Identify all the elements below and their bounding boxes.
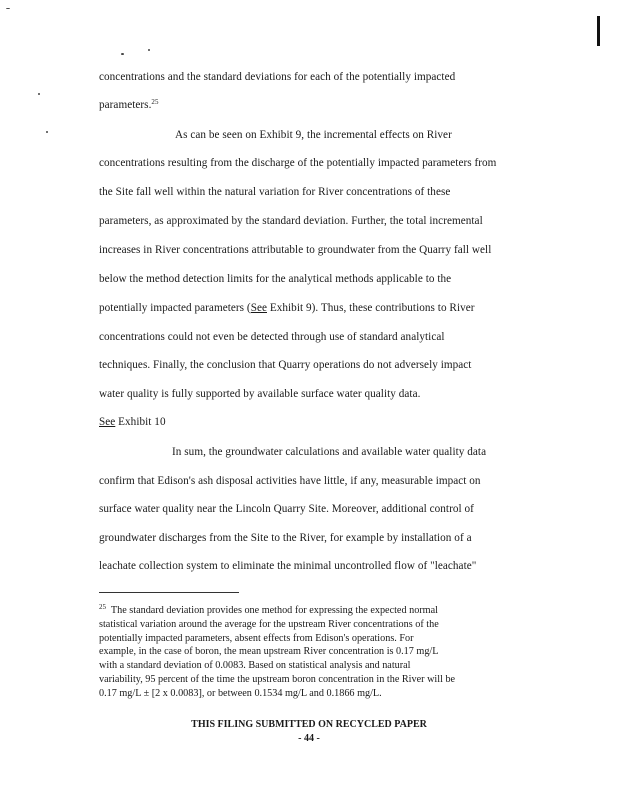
see-signal: See bbox=[250, 302, 267, 314]
body-line bbox=[99, 388, 539, 401]
text-run: Exhibit 9). Thus, these contributions to River bbox=[267, 302, 475, 314]
text-run: As can be seen on Exhibit 9, the incremental effects on River bbox=[175, 129, 452, 141]
body-line bbox=[99, 331, 539, 344]
scan-speck bbox=[121, 53, 124, 55]
text-run: Exhibit 10 bbox=[115, 416, 166, 428]
footnote-line: variability, 95 percent of the time the upstream boron concentration in the River will be bbox=[99, 673, 456, 685]
body-line bbox=[175, 129, 535, 142]
text-run: concentrations and the standard deviations for each of the potentially impacted bbox=[99, 71, 456, 83]
footnote-line bbox=[99, 604, 539, 618]
text-run: techniques. Finally, the conclusion that Quarry operations do not adversely impact bbox=[99, 359, 472, 371]
body-line bbox=[99, 302, 539, 315]
footnote-reference: 25 bbox=[151, 98, 159, 106]
text-run: parameters, as approximated by the standard deviation. Further, the total incremental bbox=[99, 215, 483, 227]
body-line bbox=[99, 532, 539, 545]
body-line bbox=[99, 416, 539, 429]
text-run: the Site fall well within the natural variation for River concentrations of these bbox=[99, 186, 451, 198]
footnote-line: potentially impacted parameters, absent effects from Edison's operations. For bbox=[99, 632, 414, 644]
footnote-line: statistical variation around the average for the upstream River concentrations of the bbox=[99, 618, 439, 630]
scan-speck bbox=[38, 93, 40, 95]
body-line bbox=[99, 475, 539, 488]
footnote-separator bbox=[99, 592, 239, 593]
footnote-line: example, in the case of boron, the mean upstream River concentration is 0.17 mg/L bbox=[99, 646, 439, 658]
body-line bbox=[99, 560, 539, 573]
body-line bbox=[99, 71, 539, 84]
text-run: concentrations resulting from the discharge of the potentially impacted parameters from bbox=[99, 157, 497, 169]
body-line bbox=[99, 215, 539, 228]
text-run: below the method detection limits for the analytical methods applicable to the bbox=[99, 273, 452, 285]
recycled-paper-notice: THIS FILING SUBMITTED ON RECYCLED PAPER bbox=[191, 719, 427, 730]
text-run: concentrations could not even be detected through use of standard analytical bbox=[99, 331, 445, 343]
text-run: surface water quality near the Lincoln Quarry Site. Moreover, additional control of bbox=[99, 503, 474, 515]
text-run: groundwater discharges from the Site to the River, for example by installation of a bbox=[99, 532, 472, 544]
scan-speck bbox=[46, 131, 48, 133]
body-line bbox=[99, 359, 539, 372]
footnote-number: 25 bbox=[99, 603, 106, 611]
text-run: parameters. bbox=[99, 99, 152, 111]
text-run: In sum, the groundwater calculations and available water quality data bbox=[172, 446, 487, 458]
see-signal: See bbox=[99, 416, 116, 428]
page-number: - 44 - bbox=[298, 733, 320, 744]
footnote-line: 0.17 mg/L ± [2 x 0.0083], or between 0.1534 mg/L and 0.1866 mg/L. bbox=[99, 687, 382, 699]
text-run: water quality is fully supported by available surface water quality data. bbox=[99, 388, 421, 400]
body-line bbox=[99, 244, 539, 257]
text-run: leachate collection system to eliminate the minimal uncontrolled flow of "leachate" bbox=[99, 560, 477, 572]
footnote-line: with a standard deviation of 0.0083. Based on statistical analysis and natural bbox=[99, 660, 411, 672]
body-line bbox=[99, 503, 539, 516]
body-line bbox=[99, 273, 539, 286]
text-run: confirm that Edison's ash disposal activities have little, if any, measurable impact on bbox=[99, 475, 481, 487]
scan-artifact-bar bbox=[597, 16, 600, 46]
text-run: increases in River concentrations attributable to groundwater from the Quarry fall well bbox=[99, 244, 492, 256]
body-line bbox=[172, 446, 532, 459]
scan-speck bbox=[148, 49, 150, 51]
footnote bbox=[99, 604, 539, 701]
body-line bbox=[99, 186, 539, 199]
body-line bbox=[99, 99, 539, 112]
body-line bbox=[99, 157, 539, 170]
text-run: potentially impacted parameters ( bbox=[99, 302, 251, 314]
scan-speck bbox=[6, 8, 10, 9]
text-run: The standard deviation provides one method for expressing the expected normal bbox=[110, 605, 438, 616]
